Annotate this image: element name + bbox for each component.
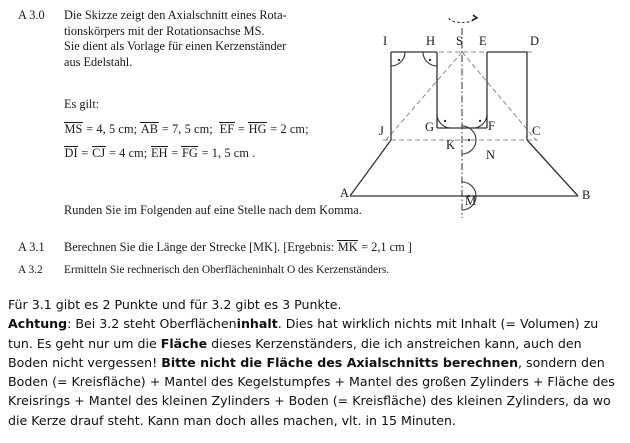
task-A32 <box>18 264 389 276</box>
comment-bold-axialschnitt: Bitte nicht die Fläche des Axialschnitts berechnen <box>161 354 519 370</box>
task-A30-line-1: Die Skizze zeigt den Axialschnitt eines Rota- <box>64 8 287 22</box>
task-A30-line-2: tionskörpers mit der Rotationsachse MS. <box>64 23 265 38</box>
right-angle-dot-F <box>479 120 481 122</box>
point-label-D: D <box>530 34 540 48</box>
segment-HG-value: = 2 cm; <box>267 122 309 136</box>
teacher-comment <box>8 295 624 430</box>
point-label-G: G <box>425 120 435 134</box>
edge-CB <box>527 140 578 196</box>
right-angle-I <box>391 52 405 66</box>
given-label: Es gilt: <box>64 97 100 111</box>
given-line-2 <box>64 146 354 160</box>
rotation-arrow-head <box>472 15 477 20</box>
task-A30-line-3: Sie dient als Vorlage für einen Kerzenständer <box>64 39 287 54</box>
segment-EF-eq: = <box>234 122 249 136</box>
task-A30 <box>18 8 338 70</box>
segment-EH: EH <box>151 146 168 160</box>
point-label-J: J <box>379 124 384 138</box>
figure-svg <box>338 0 630 218</box>
segment-MS: MS <box>64 122 83 136</box>
task-A32-text: Ermitteln Sie rechnerisch den Oberflächeninhalt O des Kerzenständers. <box>64 264 390 276</box>
comment-bold-inhalt: inhalt <box>236 316 278 332</box>
task-A30-line-4: aus Edelstahl. <box>64 54 133 69</box>
comment-bold-flaeche: Fläche <box>160 335 208 351</box>
task-A30-body <box>64 8 338 70</box>
point-label-F: F <box>488 119 495 133</box>
comment-paragraph-1: Für 3.1 gibt es 2 Punkte und für 3.2 gibt es 3 Punkte. <box>8 297 342 312</box>
rounding-note: Runden Sie im Folgenden auf eine Stelle nach dem Komma. <box>64 203 362 217</box>
task-A31-tag: A 3.1 <box>18 240 45 254</box>
segment-DI: DI <box>64 146 78 160</box>
segment-EF: EF <box>219 122 235 136</box>
segment-EH-eq: = <box>168 146 182 160</box>
right-angle-dot-I <box>398 59 400 61</box>
comment-text-4: , sondern den Boden (= Kreisfläche) + Mantel des Kegelstumpfes + Mantel des großen Zylinders + Fläche des Kreisrings + Mantel des kleinen Zylinders + Boden (= Kreisfläche) des kleinen Zylinders, da wo die Kerze drauf steht. Kann man doch alles machen, vlt. in 15 Minuten. <box>8 354 615 428</box>
comment-text-3: dieses Kerzenständers, die ich anstreichen kann, auch den Boden nicht vergessen! <box>8 335 582 370</box>
given-line-1 <box>64 122 354 136</box>
segment-MS-value: = 4, 5 cm; <box>82 122 138 136</box>
task-A31-text-after: = 2,1 cm ] <box>358 240 412 254</box>
task-A31 <box>18 240 412 255</box>
segment-AB-value: = 7, 5 cm; <box>158 122 213 136</box>
segment-AB: AB <box>140 122 159 136</box>
point-label-M: M <box>465 194 477 208</box>
segment-CJ-value: = 4 cm; <box>105 146 148 160</box>
segment-FG: FG <box>181 146 198 160</box>
point-label-A: A <box>340 186 350 200</box>
task-A30-tag: A 3.0 <box>18 8 45 22</box>
rotation-arrow-arc <box>449 18 475 23</box>
given-values <box>64 97 354 170</box>
right-angle-dot-K <box>468 139 470 141</box>
right-angle-dot-H <box>429 59 431 61</box>
point-label-I: I <box>383 34 388 48</box>
point-label-S: S <box>456 34 463 48</box>
task-A32-tag: A 3.2 <box>18 264 43 276</box>
segment-DI-eq: = <box>78 146 92 160</box>
comment-text-2: . Dies hat wirklich nichts mit Inhalt (= Volumen) zu tun. Es geht nur um die <box>8 316 599 351</box>
comment-text-1: : Bei 3.2 steht Oberflächen <box>67 316 237 332</box>
segment-CJ: CJ <box>92 146 106 160</box>
edge-JA <box>350 140 391 196</box>
dashed-cone-right <box>462 52 536 140</box>
point-label-B: B <box>582 188 591 202</box>
comment-paragraph-2 <box>8 314 624 430</box>
point-label-N: N <box>486 148 496 162</box>
segment-MK: MK <box>337 240 358 254</box>
point-label-E: E <box>479 34 487 48</box>
right-angle-marks <box>391 52 487 210</box>
point-label-H: H <box>426 34 436 48</box>
point-label-K: K <box>446 138 456 152</box>
dashed-cone-left <box>386 52 462 140</box>
task-A31-text-before: Berechnen Sie die Länge der Strecke [MK]. [Ergebnis: <box>64 240 338 254</box>
point-label-C: C <box>532 124 541 138</box>
segment-HG: HG <box>248 122 267 136</box>
right-angle-dot-G <box>444 120 446 122</box>
comment-bold-achtung: Achtung <box>8 316 68 332</box>
axial-section-figure <box>338 0 630 218</box>
segment-FG-value: = 1, 5 cm . <box>198 146 256 160</box>
